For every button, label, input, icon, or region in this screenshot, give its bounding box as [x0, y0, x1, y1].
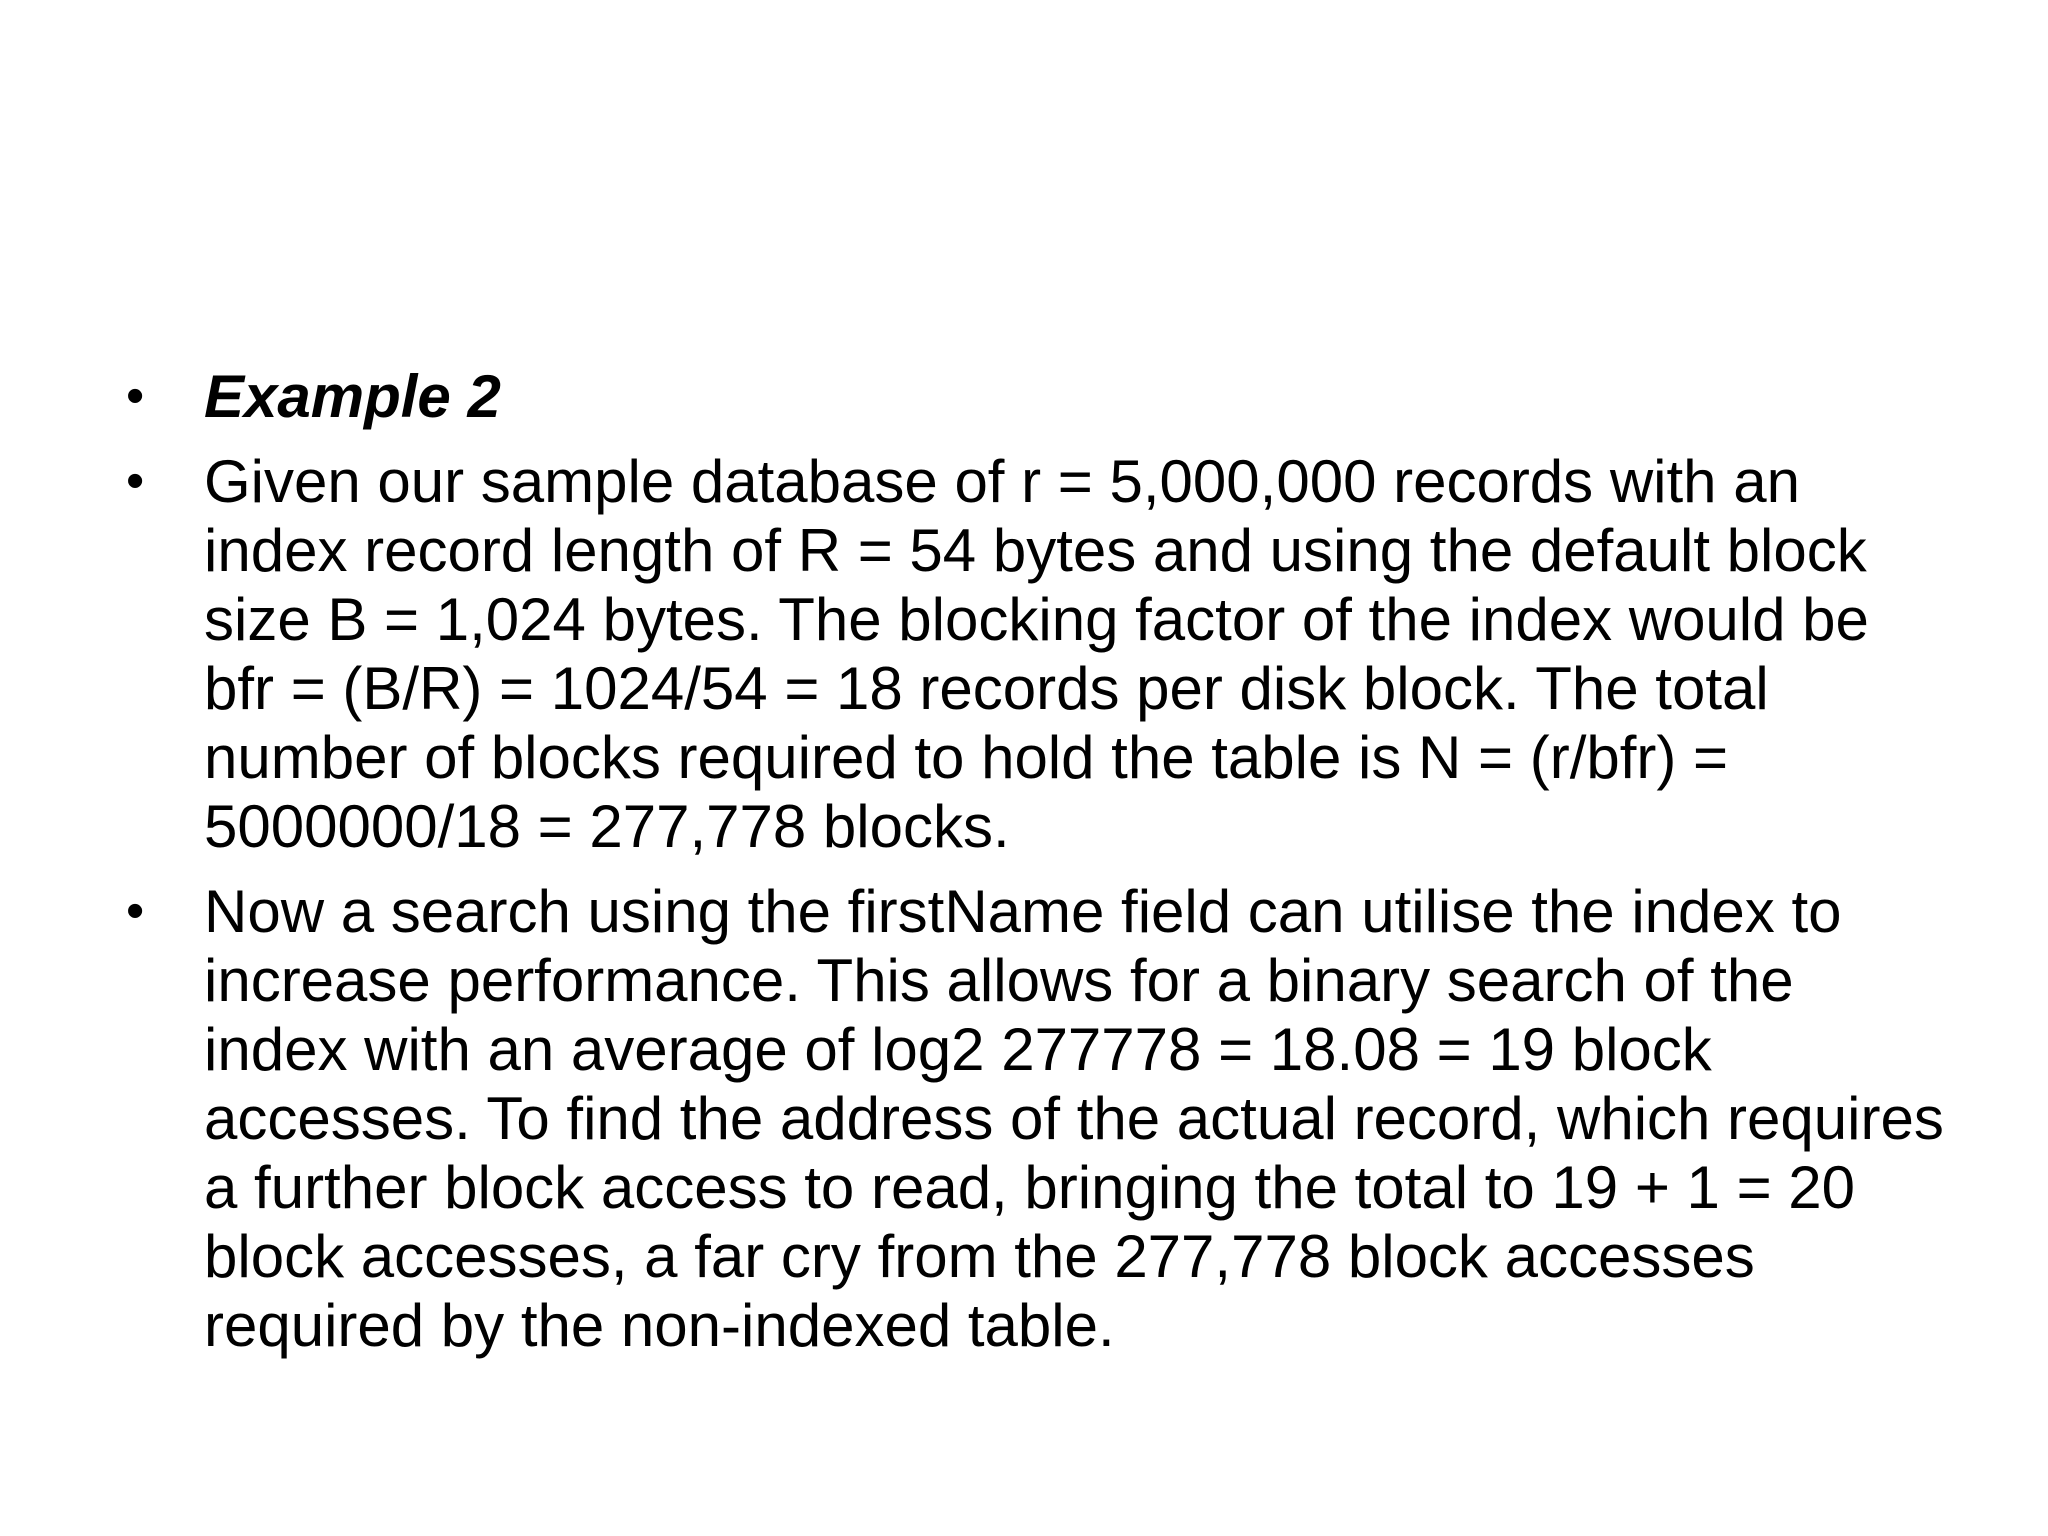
- bullet-list: [118, 362, 1948, 1360]
- bullet-icon: •: [126, 452, 145, 510]
- bullet-icon: •: [126, 367, 145, 425]
- database-description-text: Given our sample database of r = 5,000,000 records with an index record length of R = 54 bytes and using the default block size B = 1,024 bytes. The blocking factor of the index would be bfr = (B/R) = 1024/54 = 18 records per disk block. The total number of blocks required to hold the table is N = (r/bfr) = 5000000/18 = 277,778 blocks.: [204, 448, 1869, 860]
- bullet-item-database-description: [118, 447, 1948, 861]
- example-title: Example 2: [204, 363, 501, 430]
- search-explanation-text: Now a search using the firstName field can utilise the index to increase performance. This allows for a binary search of the index with an average of log2 277778 = 18.08 = 19 block accesses. To find the address of the actual record, which requires a further block access to read, bringing the total to 19 + 1 = 20 block accesses, a far cry from the 277,778 block accesses required by the non-indexed table.: [204, 878, 1944, 1359]
- slide-body: [118, 362, 1948, 1376]
- bullet-item-search-explanation: [118, 877, 1948, 1360]
- bullet-item-example-title: [118, 362, 1948, 431]
- bullet-icon: •: [126, 882, 145, 940]
